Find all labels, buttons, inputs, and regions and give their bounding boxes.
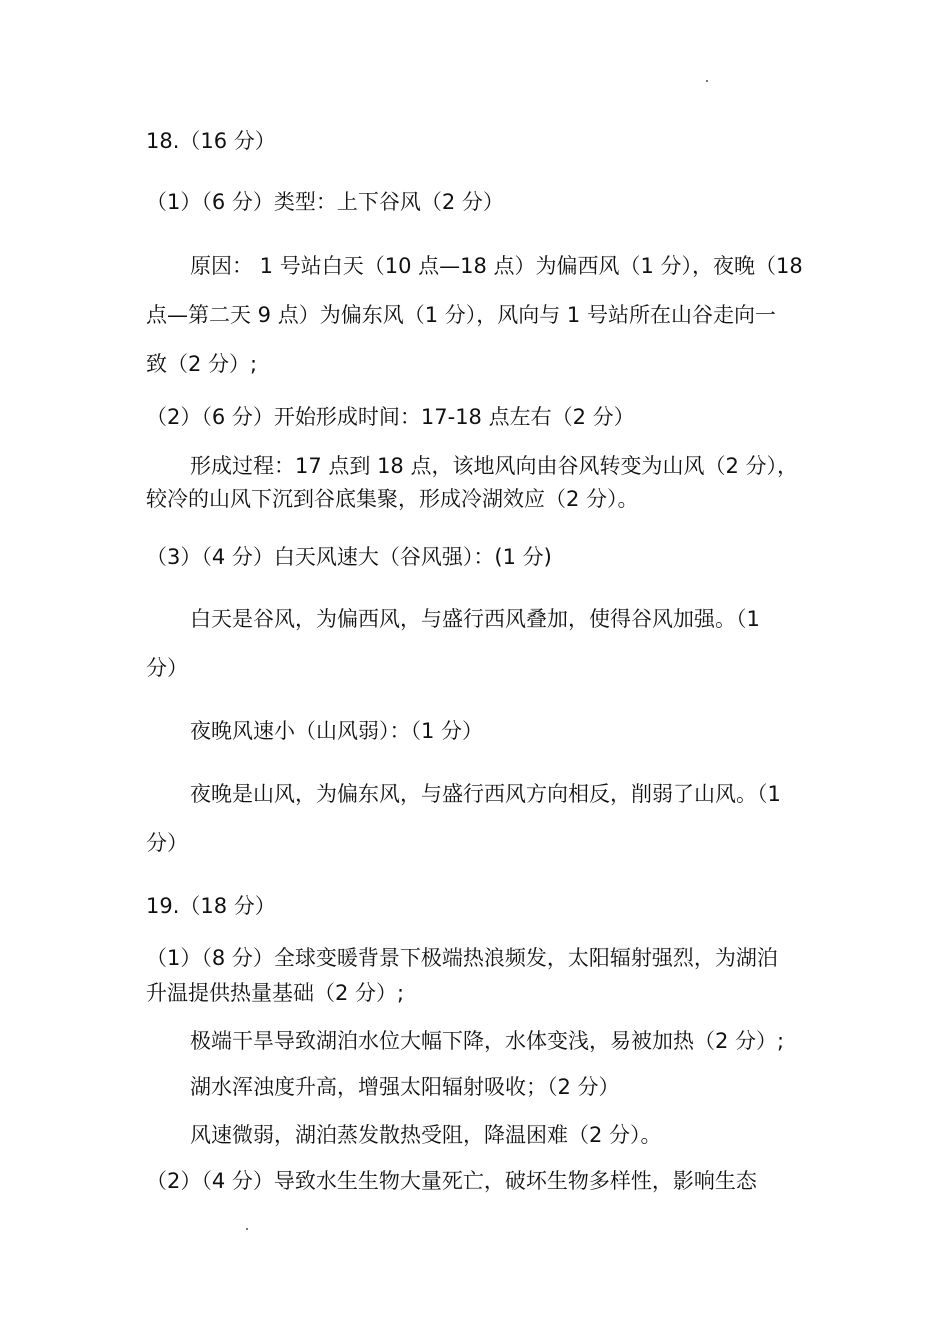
q19-part2-line1: （2）（4 分）导致水生生物大量死亡，破坏生物多样性，影响生态 xyxy=(146,1169,757,1193)
q18-part2-process-line2: 较冷的山风下沉到谷底集聚，形成冷湖效应（2 分）。 xyxy=(146,487,639,511)
q19-part1-line2: 升温提供热量基础（2 分）; xyxy=(146,981,405,1005)
scan-dot-bottom xyxy=(246,1228,248,1230)
q18-part3-night-reason-line1: 夜晚是山风，为偏东风，与盛行西风方向相反，削弱了山风。（1 xyxy=(190,782,781,806)
q18-part1-reason-line2: 点—第二天 9 点）为偏东风（1 分），风向与 1 号站所在山谷走向一 xyxy=(146,303,776,327)
scan-dot-top xyxy=(706,80,708,82)
q18-heading: 18.（16 分） xyxy=(146,129,276,153)
q18-part3-day-reason-line2: 分） xyxy=(146,656,188,680)
q19-heading: 19.（18 分） xyxy=(146,894,276,918)
q18-part1-reason-line3: 致（2 分）; xyxy=(146,352,258,376)
q19-part1-line1: （1）（8 分）全球变暖背景下极端热浪频发，太阳辐射强烈，为湖泊 xyxy=(146,946,778,970)
q18-part1-type: （1）（6 分）类型：上下谷风（2 分） xyxy=(146,190,504,214)
q18-part2-time: （2）（6 分）开始形成时间：17-18 点左右（2 分） xyxy=(146,405,635,429)
q18-part3-day: （3）（4 分）白天风速大（谷风强）：(1 分) xyxy=(146,545,552,569)
q19-part1-line3: 极端干旱导致湖泊水位大幅下降，水体变浅，易被加热（2 分）; xyxy=(190,1029,785,1053)
q18-part3-night-reason-line2: 分） xyxy=(146,831,188,855)
q19-part1-line5: 风速微弱，湖泊蒸发散热受阻，降温困难（2 分）。 xyxy=(190,1123,662,1147)
q18-part3-day-reason-line1: 白天是谷风，为偏西风，与盛行西风叠加，使得谷风加强。（1 xyxy=(190,607,760,631)
q19-part1-line4: 湖水浑浊度升高，增强太阳辐射吸收；（2 分） xyxy=(190,1075,620,1099)
q18-part3-night: 夜晚风速小（山风弱）：（1 分） xyxy=(190,719,484,743)
q18-part1-reason-line1: 原因： 1 号站白天（10 点—18 点）为偏西风（1 分），夜晚（18 xyxy=(190,254,803,278)
q18-part2-process-line1: 形成过程：17 点到 18 点，该地风向由谷风转变为山风（2 分）， xyxy=(190,454,799,478)
